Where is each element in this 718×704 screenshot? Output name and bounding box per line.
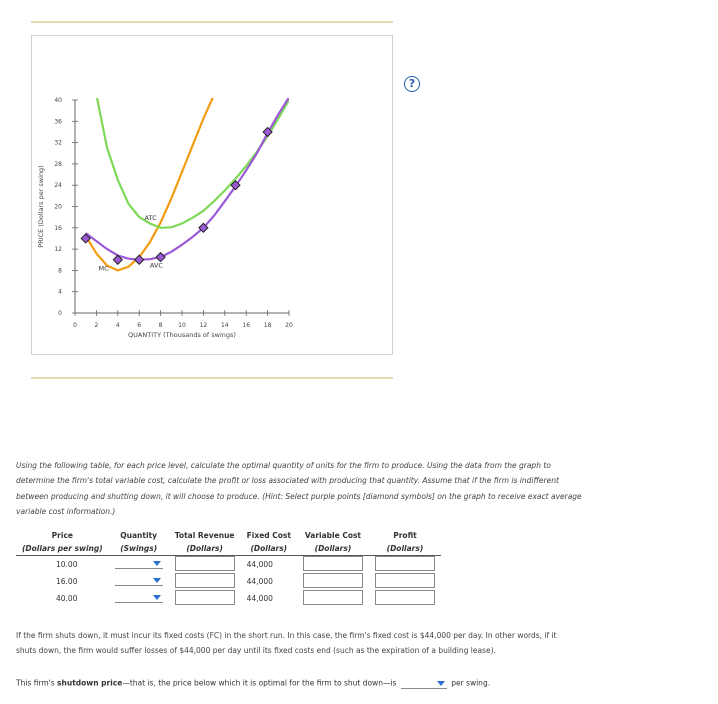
- profit-input[interactable]: [375, 556, 435, 571]
- variable-cost-input[interactable]: [303, 573, 363, 588]
- price-cell: 10.00: [56, 560, 78, 569]
- instructions-line-4: variable cost information.): [16, 507, 116, 516]
- header-price: Price: [51, 531, 73, 540]
- x-tick-label: 12: [199, 322, 208, 329]
- subheader-profit: (Dollars): [369, 542, 441, 556]
- shutdown-price-dropdown[interactable]: [401, 678, 447, 689]
- profit-table: [16, 529, 441, 607]
- cost-curves-chart[interactable]: [32, 36, 394, 356]
- shutdown-middle: —that is, the price below which it is optimal for the firm to shut down—is: [122, 678, 397, 688]
- y-tick-label: 36: [54, 118, 62, 126]
- instructions-line-1: Using the following table, for each price level, calculate the optimal quantity of units for the firm to produce. Using the data from the graph to: [16, 461, 551, 470]
- table-row: [16, 556, 441, 574]
- subheader-price: (Dollars per swing): [16, 542, 109, 556]
- quantity-dropdown[interactable]: [115, 575, 163, 586]
- x-tick-label: 14: [220, 322, 229, 329]
- x-tick-label: 16: [242, 322, 251, 329]
- mc-label: MC: [98, 264, 109, 273]
- total-revenue-input[interactable]: [175, 573, 235, 588]
- dropdown-arrow-icon: [153, 561, 161, 566]
- atc-curve: [96, 95, 289, 228]
- x-tick-label: 2: [94, 322, 99, 329]
- y-tick-label: 28: [54, 160, 62, 168]
- shutdown-text-line-1: If the firm shuts down, it must incur its fixed costs (FC) in the short run. In this case, the firm's fixed cost is $44,000 per day. In other words, if it: [16, 631, 557, 640]
- header-variable-cost: Variable Cost: [304, 531, 362, 540]
- profit-input[interactable]: [375, 590, 435, 605]
- x-tick-label: 20: [285, 322, 293, 329]
- table-row: [16, 590, 441, 607]
- graph-panel: [31, 35, 416, 355]
- atc-label: ATC: [144, 213, 157, 222]
- subheader-fixed-cost: (Dollars): [241, 542, 297, 556]
- y-tick-label: 40: [54, 97, 62, 104]
- quantity-dropdown[interactable]: [115, 558, 163, 569]
- total-revenue-input[interactable]: [175, 556, 235, 571]
- shutdown-prefix: This firm's: [16, 678, 58, 688]
- dropdown-arrow-icon: [153, 595, 161, 600]
- avc-label: AVC: [149, 261, 163, 270]
- instructions-line-2: determine the firm's total variable cost, calculate the profit or loss associated with producing that quantity. Assume that if the firm is indifferent: [16, 476, 559, 485]
- subheader-variable-cost: (Dollars): [297, 542, 369, 556]
- price-cell: 16.00: [56, 577, 78, 586]
- x-axis-label: QUANTITY (Thousands of swings): [128, 331, 236, 339]
- y-tick-label: 32: [54, 139, 62, 147]
- variable-cost-input[interactable]: [303, 590, 363, 605]
- x-tick-label: 0: [73, 322, 77, 329]
- help-icon[interactable]: ?: [404, 76, 420, 92]
- shutdown-price-label: shutdown price: [57, 678, 123, 688]
- y-tick-label: 12: [54, 246, 62, 254]
- avc-diamond-point: [135, 255, 144, 264]
- bottom-divider: [31, 377, 393, 379]
- fixed-cost-cell: 44,000: [246, 560, 273, 569]
- quantity-dropdown[interactable]: [115, 592, 163, 603]
- header-quantity: Quantity: [120, 531, 158, 540]
- y-tick-label: 20: [54, 203, 62, 211]
- x-tick-label: 18: [263, 322, 272, 329]
- x-tick-label: 8: [158, 322, 163, 329]
- total-revenue-input[interactable]: [175, 590, 235, 605]
- header-total-revenue: Total Revenue: [174, 531, 235, 540]
- y-tick-label: 0: [58, 310, 62, 317]
- instructions-line-3: between producing and shutting down, it will choose to produce. (Hint: Select purple points [diamond symbols] on the graph to receive exact average: [16, 492, 582, 501]
- dropdown-arrow-icon: [153, 578, 161, 583]
- subheader-total-revenue: (Dollars): [169, 542, 241, 556]
- shutdown-text-line-2: shuts down, the firm would suffer losses of $44,000 per day until its fixed costs end (such as the expiration of a building lease).: [16, 646, 496, 655]
- shutdown-suffix: per swing.: [451, 678, 491, 688]
- shutdown-question: [16, 678, 490, 689]
- y-tick-label: 4: [58, 288, 62, 296]
- header-profit: Profit: [393, 531, 417, 540]
- x-tick-label: 6: [137, 322, 142, 329]
- dropdown-arrow-icon: [437, 681, 445, 686]
- fixed-cost-cell: 44,000: [246, 577, 273, 586]
- profit-input[interactable]: [375, 573, 435, 588]
- variable-cost-input[interactable]: [303, 556, 363, 571]
- table-row: [16, 573, 441, 590]
- avc-diamond-point: [156, 253, 165, 262]
- y-tick-label: 8: [58, 267, 62, 275]
- fixed-cost-cell: 44,000: [246, 594, 273, 603]
- price-cell: 40.00: [56, 594, 78, 603]
- y-tick-label: 16: [54, 224, 62, 232]
- y-axis-label: PRICE (Dollars per swing): [37, 165, 45, 248]
- x-tick-label: 10: [178, 322, 186, 329]
- x-tick-label: 4: [115, 322, 120, 329]
- top-divider: [31, 21, 393, 23]
- header-fixed-cost: Fixed Cost: [246, 531, 291, 540]
- mc-curve: [86, 95, 214, 271]
- y-tick-label: 24: [54, 182, 62, 190]
- subheader-quantity: (Swings): [109, 542, 169, 556]
